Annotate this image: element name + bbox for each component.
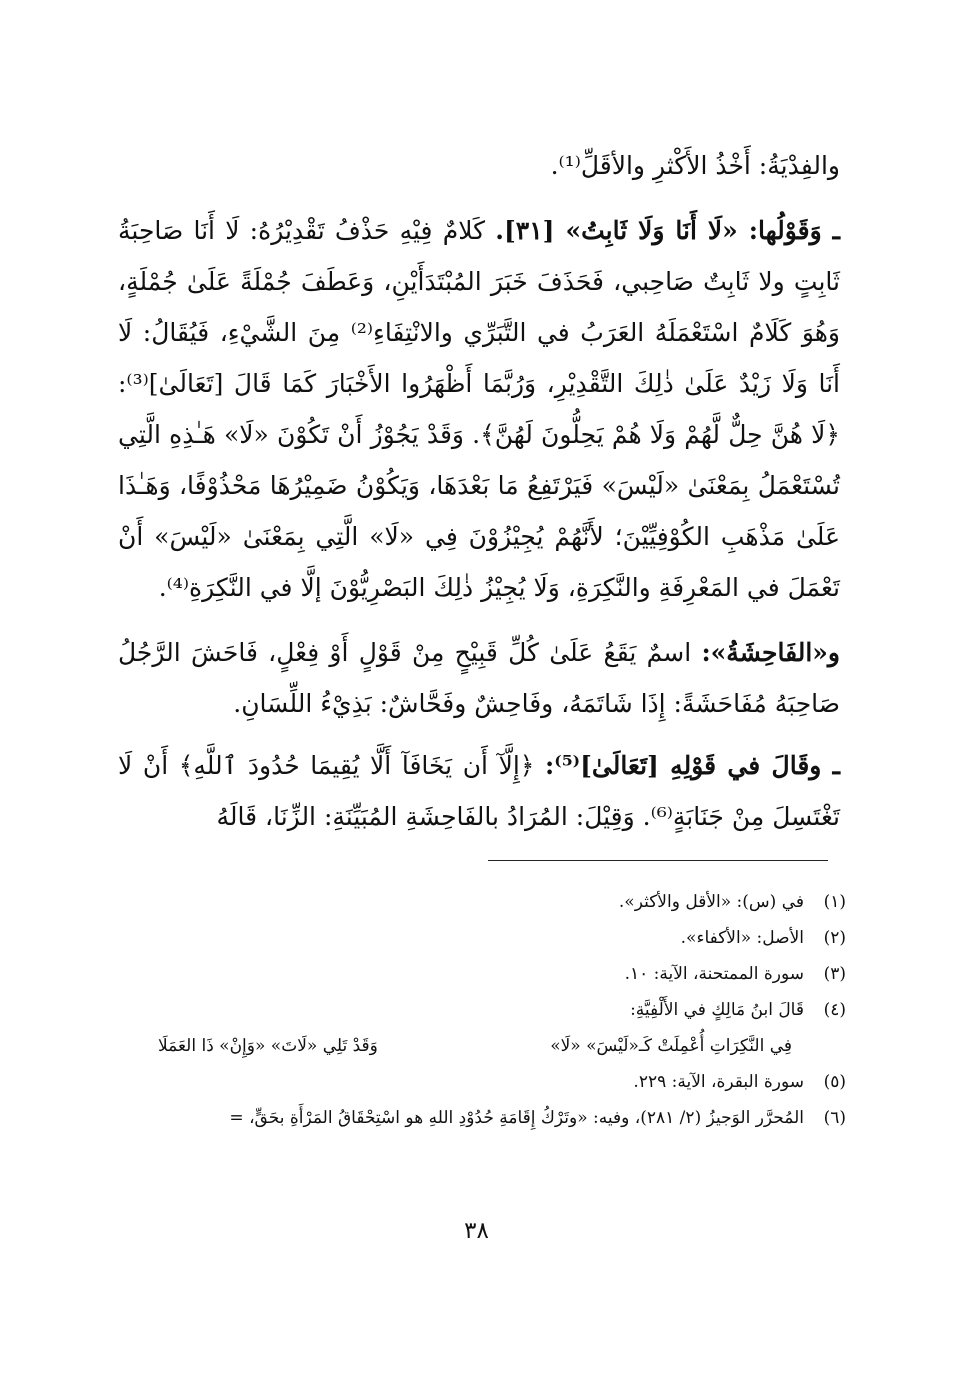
footnotes [118,884,846,1136]
footnote-number: (٣) [823,964,846,984]
footnote-text: سورة الممتحنة، الآية: ١٠. [624,964,804,984]
paragraph-text: ﴿إِلَّآ أَن يَخَافَآ أَلَّا يُقِيمَا حُدُودَ ٱللَّهِ﴾ أَنْ لَا تَغْتَسِلَ مِنْ جَنَابَةٍ⁽⁶⁾. وَقِيْلَ: المُرَادُ بالفَاحِشَةِ المُبَيِّنَةِ: الزِّنَا، قَالَهُ [118,751,840,831]
page-number: ٣٨ [464,1218,489,1244]
footnote-item [118,884,846,920]
footnote-item [118,956,846,992]
footnote-text: قَالَ ابنُ مَالِكٍ في الأَلْفِيَّةِ: [630,1000,804,1020]
footnote-number: (٤) [823,1000,846,1020]
paragraph-fahisha [118,627,840,729]
footnote-divider [488,860,828,861]
paragraph-text: اسمٌ يَقَعُ عَلَىٰ كُلِّ قَبِيْحٍ مِنْ قَوْلٍ أَوْ فِعْلٍ، فَاحَشَ الرَّجُلُ صَاحِبَهُ مُفَاحَشَةً: إِذَا شَاتَمَهُ، وفَاحِشٌ وفَحَّاشٌ: بَذِيْءُ اللِّسَانِ. [118,638,840,718]
paragraph-text: كَلامٌ فِيْهِ حَذْفُ تَقْدِيْرُهُ: لَا أَنَا صَاحِبَةُ ثَابِتٍ ولا ثَابِتٌ صَاحِبي، فَحَذَفَ خَبَرَ المُبْتَدَأَيْنِ، وَعَطَفَ جُمْلَةً عَلَىٰ جُمْلَةٍ، وَهُوَ كَلَامٌ اسْتَعْمَلَهُ العَرَبُ في التَّبَرِّي والانْتِفَاءِ⁽²⁾ مِنَ الشَّيْءِ، فَيُقَالُ: لَا أَنَا وَلَا زَيْدٌ عَلَىٰ ذٰلِكَ التَّقْدِيْرِ، وَرُبَّمَا أَظْهَرُوا الأَخْبَارَ كَمَا قَالَ [تَعَالَىٰ]⁽³⁾: ﴿لَا هُنَّ حِلٌّ لَّهُمْ وَلَا هُمْ يَحِلُّونَ لَهُنَّ﴾. وَقَدْ يَجُوْزُ أَنْ تَكُوْنَ «لَا» هَـٰذِهِ الَّتِي تُسْتَعْمَلُ بِمَعْنَىٰ «لَيْسَ» فَيَرْتَفِعُ مَا بَعْدَهَا، وَيَكُوْنُ ضَمِيْرُهَا مَحْذُوْفًا، وَهَـٰذَا عَلَىٰ مَذْهَبِ الكُوْفِيِّيْنَ؛ لأَنَّهُمْ يُجِيْزُوْنَ فِي «لَا» الَّتِي بِمَعْنَىٰ «لَيْسَ» أَنْ تَعْمَلَ في المَعْرِفَةِ والنَّكِرَةِ، وَلَا يُجِيْزُ ذٰلِكَ البَصْرِيُّوْنَ إلَّا في النَّكِرَةِ⁽⁴⁾. [118,216,840,602]
paragraph-qawlihi [118,740,840,842]
paragraph-la-ana [118,205,840,613]
verse-second-hemistich: وَقَدْ تَلِي «لَاتَ» «وَإِنْ» ذَا العَمَلَا [158,1036,378,1056]
footnote-text: الأصل: «الأكفاء». [680,928,804,948]
footnote-item [118,992,846,1028]
footnote-number: (١) [823,892,846,912]
verse-first-hemistich: فِي النَّكِرَاتِ أُعْمِلَتْ كَـ«لَيْسَ» «لَا» [550,1036,792,1056]
footnote-item [118,920,846,956]
paragraph-fidya [118,140,840,191]
footnote-text: المُحرَّر الوَجيزُ (٢/ ٢٨١)، وفيه: «وتَرْكُ إِقَامَةِ حُدُوْدِ اللهِ هو اسْتِحْقَاقُ المَرْأَةِ بحَقٍّ، = [229,1108,804,1128]
paragraph-lead: ـ وَقَوْلُها: «لَا أَنَا وَلَا ثَابِتُ» [٣١]. [495,216,840,245]
footnote-number: (٥) [823,1072,846,1092]
paragraph-lead: و«الفَاحِشَةُ»: [701,638,840,667]
paragraph-text: والفِدْيَةُ: أَخْذُ الأَكْثرِ والأقَلِّ⁽¹⁾. [550,151,840,180]
footnote-item [118,1064,846,1100]
poetry-verse [118,1028,846,1064]
footnote-text: في (س): «الأقل والأكثر». [618,892,804,912]
footnote-number: (٦) [823,1108,846,1128]
footnote-number: (٢) [823,928,846,948]
footnote-text: سورة البقرة، الآية: ٢٢٩. [633,1072,804,1092]
footnote-item [118,1100,846,1136]
paragraph-lead: ـ وقَالَ في قَوْلِهِ [تَعَالَىٰ]⁽⁵⁾: [545,751,840,780]
